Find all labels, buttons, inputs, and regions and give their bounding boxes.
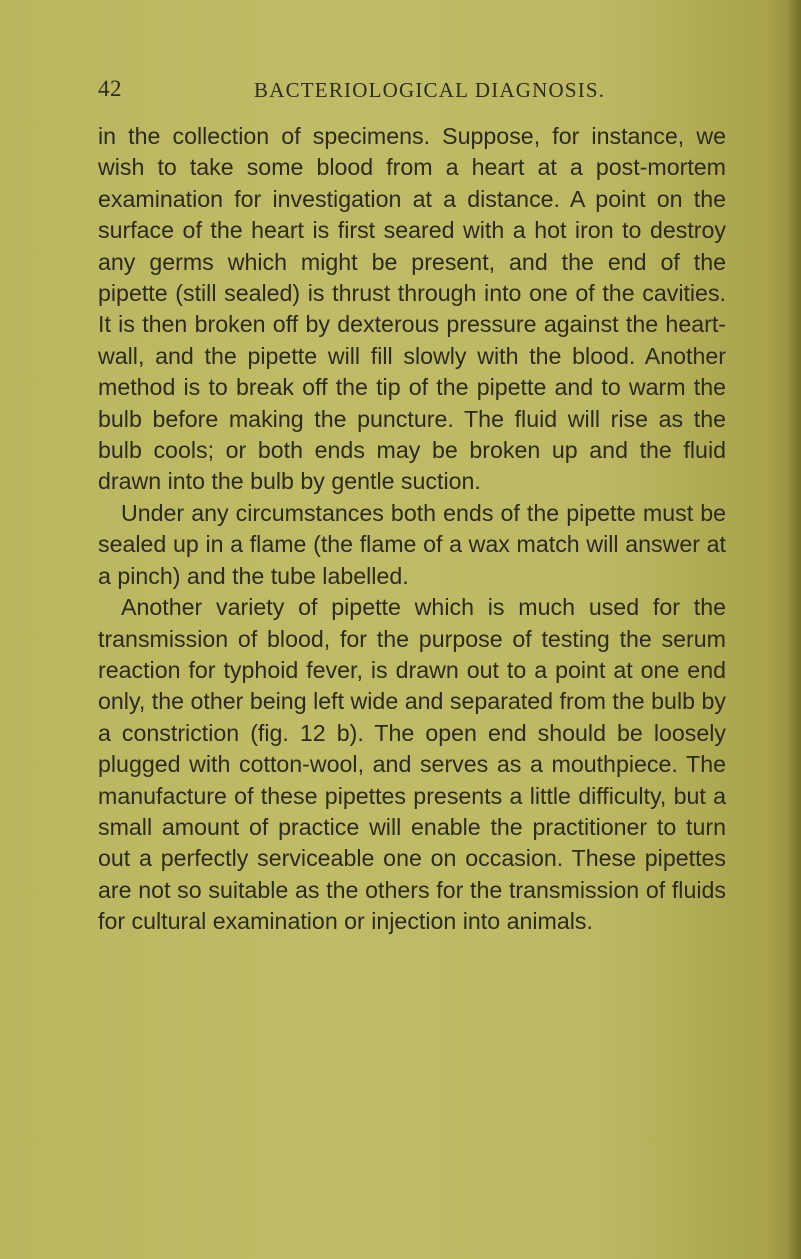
page-edge-shadow (787, 0, 801, 1259)
paragraph-2: Under any circumstances both ends of the pipette must be sealed up in a flame (the flame of a wax match will answer at a pinch) and the tube labelled. (98, 499, 726, 589)
paragraph-1: in the collection of specimens. Suppose, for instance, we wish to take some blood from a heart at a post-mortem examination for investigation at a distance. A point on the surface of the heart is first seared with a hot iron to destroy any germs which might be present, and the end of the pipette (still sealed) is thrust through into one of the cavities. It is then broken off by dexterous pressure against the heart-wall, and the pipette will fill slowly with the blood. Another method is to break off the tip of the pipette and to warm the bulb before making the puncture. The fluid will rise as the bulb cools; or both ends may be broken up and the fluid drawn into the bulb by gentle suction. (98, 123, 726, 495)
paragraph-3: Another variety of pipette which is much used for the transmission of blood, for the purpose of testing the serum reaction for typhoid fever, is drawn out to a point at one end only, the other being left wide and separated from the bulb by a constriction (fig. 12 b). The open end should be loosely plugged with cotton-wool, and serves as a mouthpiece. The manufacture of these pipettes presents a little difficulty, but a small amount of practice will enable the practitioner to turn out a perfectly serviceable one on occasion. These pipettes are not so suitable as the others for the transmission of fluids for cultural examination or injection into animals. (98, 594, 726, 935)
body-text (98, 121, 726, 938)
page-number: 42 (98, 76, 122, 101)
running-head (98, 76, 738, 116)
running-title: BACTERIOLOGICAL DIAGNOSIS. (254, 78, 606, 102)
